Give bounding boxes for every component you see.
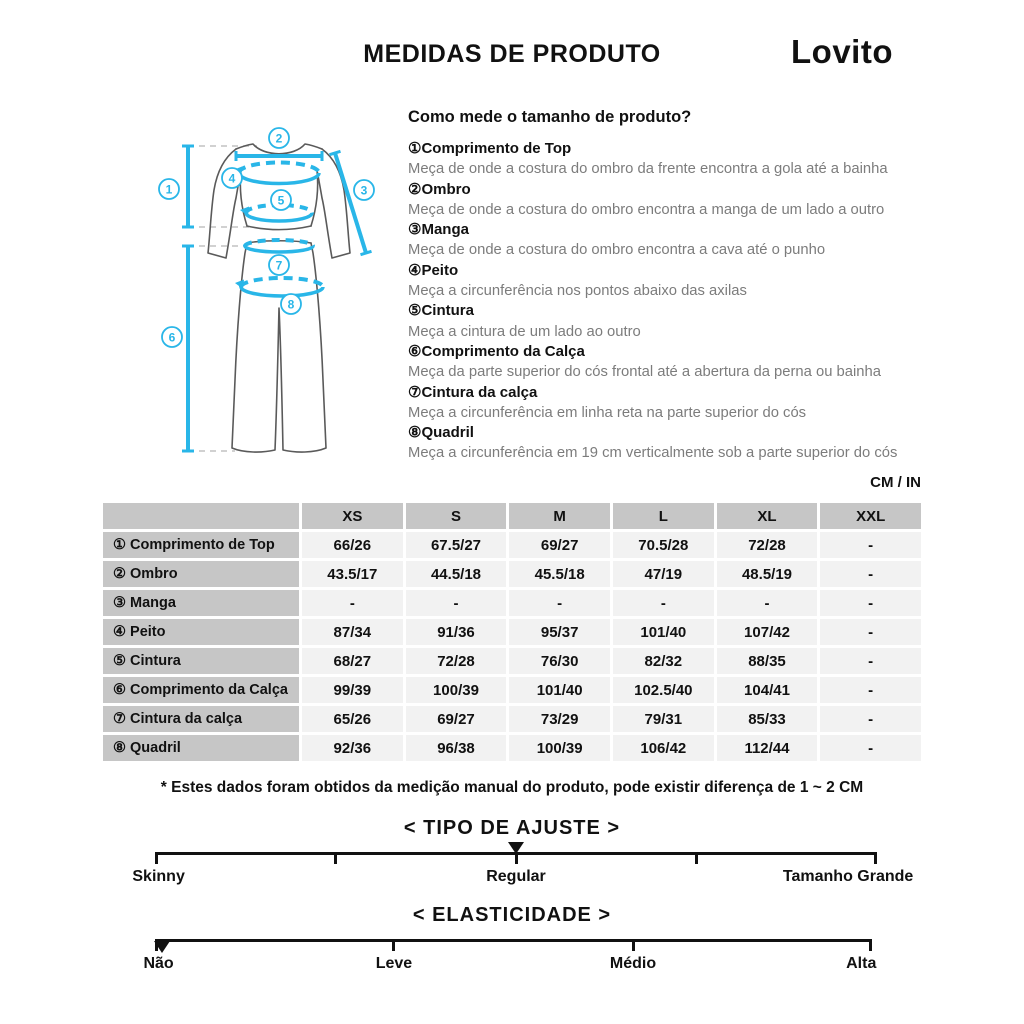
measure-value-cell: - <box>509 590 610 616</box>
measure-value-cell: - <box>820 619 921 645</box>
fit-type-labels <box>132 868 914 888</box>
measure-value-cell: 72/28 <box>406 648 507 674</box>
measure-value-cell: - <box>302 590 403 616</box>
fit-type-scale <box>155 852 877 864</box>
size-column-header: M <box>509 503 610 529</box>
callout-4: 4 <box>228 171 236 186</box>
page-title: MEDIDAS DE PRODUTO <box>363 40 661 68</box>
measure-value-cell: 69/27 <box>406 706 507 732</box>
elasticity-labels <box>143 955 877 975</box>
measure-value-cell: 104/41 <box>717 677 818 703</box>
instruction-label: ④Peito <box>408 261 459 279</box>
scale-label: Skinny <box>132 868 185 885</box>
callout-7: 7 <box>275 258 283 273</box>
measure-instruction <box>408 383 938 424</box>
measure-value-cell: 72/28 <box>717 532 818 558</box>
measure-value-cell: 82/32 <box>613 648 714 674</box>
instruction-description: Meça a circunferência nos pontos abaixo das axilas <box>408 283 747 300</box>
measure-value-cell: 45.5/18 <box>509 561 610 587</box>
measure-instruction <box>408 342 938 383</box>
measure-value-cell: 101/40 <box>613 619 714 645</box>
scale-tick <box>874 855 877 864</box>
how-to-title: Como mede o tamanho de produto? <box>408 108 692 126</box>
measure-value-cell: 70.5/28 <box>613 532 714 558</box>
units-label: CM / IN <box>870 474 921 491</box>
scale-tick <box>392 942 395 951</box>
measure-instruction <box>408 261 938 302</box>
measure-row-label: ③ Manga <box>103 590 299 616</box>
scale-label: Não <box>143 955 174 972</box>
measure-value-cell: - <box>820 677 921 703</box>
measure-value-cell: 66/26 <box>302 532 403 558</box>
scale-label: Médio <box>609 955 657 972</box>
instruction-description: Meça de onde a costura do ombro encontra a manga de um lado a outro <box>408 201 885 218</box>
measure-value-cell: 101/40 <box>509 677 610 703</box>
measure-instruction <box>408 423 938 464</box>
connector-lines <box>188 146 257 451</box>
measure-row-label: ① Comprimento de Top <box>103 532 299 558</box>
measure-value-cell: 106/42 <box>613 735 714 761</box>
measure-value-cell: 85/33 <box>717 706 818 732</box>
size-column-header: XS <box>302 503 403 529</box>
measure-row-label: ⑤ Cintura <box>103 648 299 674</box>
measure-row-label: ② Ombro <box>103 561 299 587</box>
elasticity-title: < ELASTICIDADE > <box>412 904 612 926</box>
measure-value-cell: 107/42 <box>717 619 818 645</box>
instruction-label: ②Ombro <box>408 180 471 198</box>
measure-value-cell: - <box>613 590 714 616</box>
measure-value-cell: 48.5/19 <box>717 561 818 587</box>
measurement-disclaimer: * Estes dados foram obtidos da medição manual do produto, pode existir diferença de 1 ~ 2 CM <box>160 779 864 796</box>
instruction-label: ③Manga <box>408 221 469 239</box>
instruction-label: ⑦Cintura da calça <box>408 383 538 401</box>
callout-2: 2 <box>275 131 283 146</box>
callout-6: 6 <box>168 330 176 345</box>
measure-instruction <box>408 180 938 221</box>
brand-logo: Lovito <box>791 33 893 70</box>
measure-value-cell: - <box>406 590 507 616</box>
measure-value-cell: - <box>820 561 921 587</box>
scale-tick <box>695 855 698 864</box>
measure-value-cell: 95/37 <box>509 619 610 645</box>
size-column-header: XL <box>717 503 818 529</box>
size-column-header: XXL <box>820 503 921 529</box>
measure-value-cell: 99/39 <box>302 677 403 703</box>
callout-circles <box>159 128 374 347</box>
measure-value-cell: 76/30 <box>509 648 610 674</box>
measure-value-cell: 92/36 <box>302 735 403 761</box>
measure-value-cell: 69/27 <box>509 532 610 558</box>
measure-value-cell: 112/44 <box>717 735 818 761</box>
garment-measurement-diagram <box>129 110 419 480</box>
measure-value-cell: 100/39 <box>509 735 610 761</box>
measure-value-cell: 47/19 <box>613 561 714 587</box>
measure-value-cell: 65/26 <box>302 706 403 732</box>
measure-value-cell: - <box>820 532 921 558</box>
measure-row-label: ⑧ Quadril <box>103 735 299 761</box>
instruction-description: Meça a circunferência em 19 cm verticalmente sob a parte superior do cós <box>408 445 898 462</box>
scale-tick <box>515 855 518 864</box>
size-table <box>103 503 921 761</box>
measure-value-cell: - <box>820 648 921 674</box>
scale-tick <box>632 942 635 951</box>
measure-value-cell: 96/38 <box>406 735 507 761</box>
instruction-label: ⑥Comprimento da Calça <box>408 342 585 360</box>
measure-value-cell: - <box>820 590 921 616</box>
measure-instruction <box>408 301 938 342</box>
measure-value-cell: 44.5/18 <box>406 561 507 587</box>
size-column-header: S <box>406 503 507 529</box>
measure-value-cell: 87/34 <box>302 619 403 645</box>
measure-value-cell: 67.5/27 <box>406 532 507 558</box>
measure-instruction <box>408 220 938 261</box>
instruction-description: Meça da parte superior do cós frontal até a abertura da perna ou bainha <box>408 364 881 381</box>
scale-tick <box>869 942 872 951</box>
measure-value-cell: 73/29 <box>509 706 610 732</box>
scale-label: Alta <box>846 955 877 972</box>
measure-instruction <box>408 139 938 180</box>
measure-value-cell: - <box>717 590 818 616</box>
measure-row-label: ⑥ Comprimento da Calça <box>103 677 299 703</box>
callout-8: 8 <box>287 297 295 312</box>
measure-value-cell: 43.5/17 <box>302 561 403 587</box>
scale-marker-arrow <box>508 842 524 854</box>
measure-value-cell: - <box>820 706 921 732</box>
scale-label: Regular <box>486 868 546 885</box>
measure-value-cell: 91/36 <box>406 619 507 645</box>
size-column-header: L <box>613 503 714 529</box>
measure-value-cell: - <box>820 735 921 761</box>
measure-value-cell: 102.5/40 <box>613 677 714 703</box>
scale-marker-arrow <box>154 941 170 953</box>
callout-3: 3 <box>360 183 368 198</box>
fit-type-title: < TIPO DE AJUSTE > <box>403 817 621 839</box>
instruction-label: ⑧Quadril <box>408 424 474 442</box>
measure-row-label: ⑦ Cintura da calça <box>103 706 299 732</box>
instruction-description: Meça de onde a costura do ombro encontra a cava até o punho <box>408 242 826 259</box>
callout-1: 1 <box>165 182 173 197</box>
instruction-label: ⑤Cintura <box>408 302 474 320</box>
measure-value-cell: 100/39 <box>406 677 507 703</box>
callout-5: 5 <box>277 193 285 208</box>
elasticity-scale <box>155 939 872 951</box>
scale-label: Leve <box>375 955 413 972</box>
measure-value-cell: 88/35 <box>717 648 818 674</box>
measure-value-cell: 68/27 <box>302 648 403 674</box>
table-corner-cell <box>103 503 299 529</box>
scale-tick <box>334 855 337 864</box>
instruction-label: ①Comprimento de Top <box>408 140 572 157</box>
how-to-items <box>408 139 938 464</box>
measure-value-cell: 79/31 <box>613 706 714 732</box>
instruction-description: Meça a circunferência em linha reta na parte superior do cós <box>408 404 807 421</box>
scale-label: Tamanho Grande <box>782 868 914 885</box>
scale-tick <box>155 855 158 864</box>
instruction-description: Meça a cintura de um lado ao outro <box>408 323 641 340</box>
instruction-description: Meça de onde a costura do ombro da frente encontra a gola até a bainha <box>408 161 888 178</box>
how-to-measure-section <box>408 108 938 464</box>
measure-row-label: ④ Peito <box>103 619 299 645</box>
